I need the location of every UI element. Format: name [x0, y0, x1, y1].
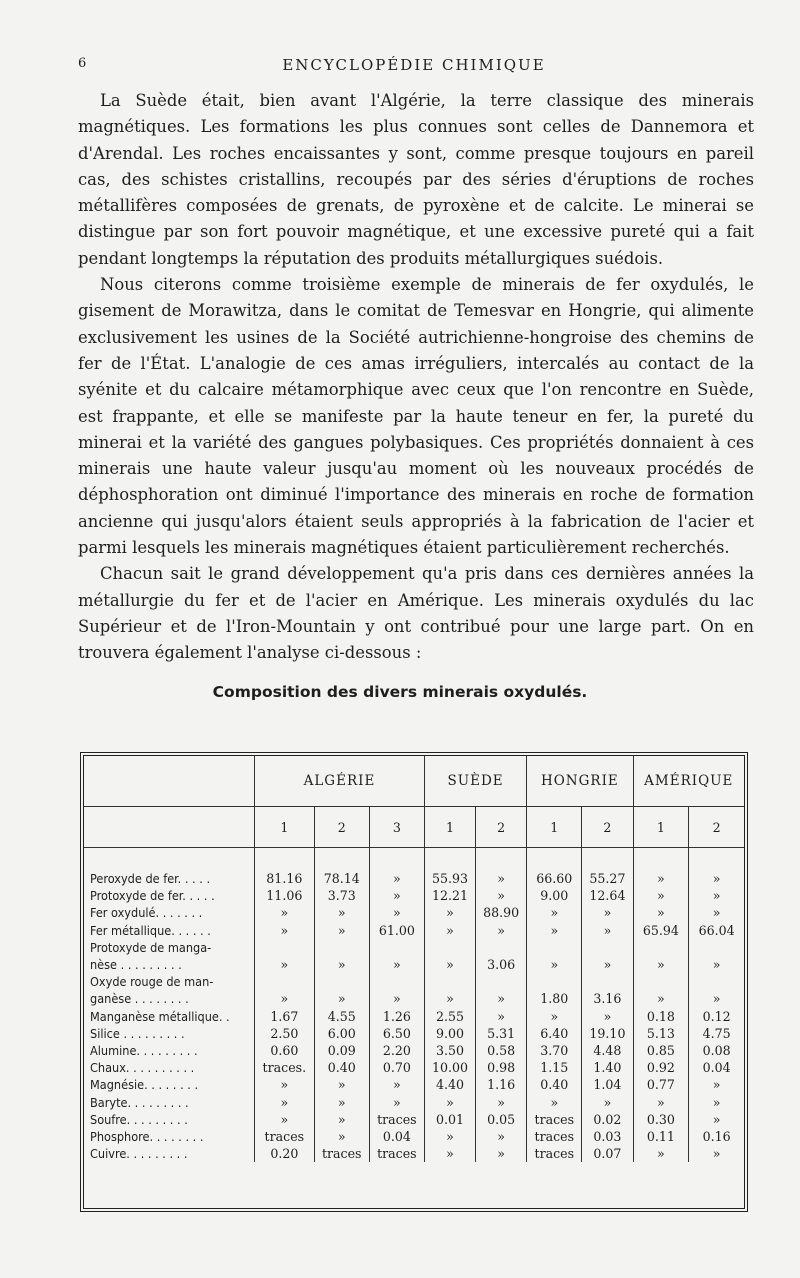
- table-cell: 2.55: [424, 1008, 475, 1025]
- table-cell: »: [527, 922, 582, 939]
- table-cell: 3.70: [527, 1042, 582, 1059]
- table-cell: 0.30: [633, 1111, 689, 1128]
- table-cell: »: [712, 991, 721, 1007]
- table-cell: 0.40: [314, 1059, 369, 1076]
- table-cell: 0.09: [314, 1042, 369, 1059]
- row-label: Oxyde rouge de man-: [84, 973, 255, 990]
- table-cell: [689, 973, 744, 990]
- table-cell: 19.10: [582, 1025, 633, 1042]
- table-cell: 0.07: [582, 1145, 633, 1162]
- row-label: Manganèse métallique. .: [84, 1008, 255, 1025]
- table-cell: »: [424, 1094, 475, 1111]
- table-cell: »: [582, 956, 633, 973]
- table-cell: 0.85: [633, 1042, 689, 1059]
- table-cell: 61.00: [369, 922, 424, 939]
- row-label: Protoxyde de manga-: [84, 939, 255, 956]
- table-cell: [582, 939, 633, 956]
- table-cell: 4.40: [424, 1076, 475, 1093]
- table-row: [84, 922, 744, 939]
- table-cell: 3.73: [314, 887, 369, 904]
- table-corner: [84, 807, 255, 848]
- table-cell: »: [712, 1077, 721, 1093]
- table-cell: »: [633, 870, 689, 887]
- table-cell: »: [712, 905, 721, 921]
- row-label: Soufre. . . . . . . . .: [84, 1111, 255, 1128]
- table-cell: »: [476, 887, 527, 904]
- table-cell: »: [255, 1094, 315, 1111]
- row-label: Chaux. . . . . . . . . .: [84, 1059, 255, 1076]
- table-cell: [527, 973, 582, 990]
- table-cell: 0.04: [369, 1128, 424, 1145]
- row-label: Cuivre. . . . . . . . .: [84, 1145, 255, 1162]
- group-header: AMÉRIQUE: [633, 756, 744, 807]
- table-cell: »: [255, 1076, 315, 1093]
- table-cell: traces: [527, 1128, 582, 1145]
- table-cell: »: [633, 1145, 689, 1162]
- table-cell: traces: [369, 1111, 424, 1128]
- body-text: [78, 88, 754, 667]
- table-cell: 88.90: [476, 904, 527, 921]
- table-cell: [255, 973, 315, 990]
- subcolumn-header: 1: [424, 807, 475, 848]
- table-cell: 4.75: [702, 1025, 731, 1041]
- table-cell: 0.20: [255, 1145, 315, 1162]
- table-cell: »: [633, 1094, 689, 1111]
- table-cell: »: [369, 1094, 424, 1111]
- table-cell: [424, 939, 475, 956]
- table-cell: »: [476, 1094, 527, 1111]
- table-cell: »: [369, 1076, 424, 1093]
- table-cell: [369, 973, 424, 990]
- table-cell: 10.00: [424, 1059, 475, 1076]
- table-cell: »: [712, 957, 721, 973]
- table-cell: »: [255, 904, 315, 921]
- row-label: Fer métallique. . . . . .: [84, 922, 255, 939]
- row-label: nèse . . . . . . . . .: [84, 956, 255, 973]
- table-cell: [476, 939, 527, 956]
- table-cell: traces.: [255, 1059, 315, 1076]
- table-cell: 0.12: [702, 1008, 731, 1024]
- running-title: ENCYCLOPÉDIE CHIMIQUE: [282, 56, 546, 74]
- table-cell: »: [314, 1094, 369, 1111]
- table-row: [84, 870, 744, 887]
- table-cell: »: [314, 1076, 369, 1093]
- row-label: Magnésie. . . . . . . .: [84, 1076, 255, 1093]
- table-cell: 12.64: [582, 887, 633, 904]
- table-row: [84, 973, 744, 990]
- row-label: Silice . . . . . . . . .: [84, 1025, 255, 1042]
- table-cell: 12.21: [424, 887, 475, 904]
- table-cell: »: [369, 870, 424, 887]
- table-cell: »: [712, 888, 721, 904]
- table-cell: 0.58: [476, 1042, 527, 1059]
- row-label: Alumine. . . . . . . . .: [84, 1042, 255, 1059]
- row-label: Protoxyde de fer. . . . .: [84, 887, 255, 904]
- table-cell: 1.67: [255, 1008, 315, 1025]
- table-cell: »: [712, 1111, 721, 1127]
- subcolumn-header: 2: [314, 807, 369, 848]
- table-cell: 66.04: [698, 922, 735, 938]
- row-label: Phosphore. . . . . . . .: [84, 1128, 255, 1145]
- table-cell: »: [424, 956, 475, 973]
- table-cell: 0.40: [527, 1076, 582, 1093]
- table-cell: »: [476, 1008, 527, 1025]
- table-cell: [314, 973, 369, 990]
- table-cell: »: [582, 1008, 633, 1025]
- table-cell: 0.18: [633, 1008, 689, 1025]
- paragraph: Nous citerons comme troisième exemple de minerais de fer oxydulés, le gisement de Morawitza, dans le comitat de Temesvar en Hongrie, qui alimente exclusivement les usines de la Société autrichienne-hongroise des chemins de fer de l'État. L'analogie de ces amas irréguliers, intercalés au contact de la syénite et du calcaire métamorphique avec ceux que l'on rencontre en Suède, est frappante, et elle se manifeste par la haute teneur en fer, la pureté du minerai et la variété des gangues polybasiques. Ces propriétés donnaient à ces minerais une haute valeur jusqu'au moment où les nouveaux procédés de déphosphoration ont diminué l'importance des minerais en roche de formation ancienne qui jusqu'alors étaient seuls appropriés à la fabrication de l'acier et parmi lesquels les minerais magnétiques étaient particulièrement recherchés.: [78, 275, 754, 558]
- table-cell: 0.05: [476, 1111, 527, 1128]
- table-cell: 9.00: [424, 1025, 475, 1042]
- row-label: Fer oxydulé. . . . . . .: [84, 904, 255, 921]
- table-cell: 1.80: [527, 990, 582, 1007]
- table-cell: [476, 973, 527, 990]
- table-cell: 81.16: [255, 870, 315, 887]
- table-cell: 11.06: [255, 887, 315, 904]
- table-cell: »: [314, 904, 369, 921]
- table-row: [84, 1111, 744, 1128]
- table-cell: »: [712, 1146, 721, 1162]
- table-cell: 0.02: [582, 1111, 633, 1128]
- table-cell: 1.40: [582, 1059, 633, 1076]
- table-cell: »: [255, 1111, 315, 1128]
- table-cell: 0.77: [633, 1076, 689, 1093]
- row-label: Peroxyde de fer. . . . .: [84, 870, 255, 887]
- table-cell: 2.50: [255, 1025, 315, 1042]
- table-cell: traces: [527, 1145, 582, 1162]
- group-header: HONGRIE: [527, 756, 633, 807]
- table-cell: »: [369, 887, 424, 904]
- subcolumn-header: 1: [633, 807, 689, 848]
- table-cell: 9.00: [527, 887, 582, 904]
- composition-table: [80, 752, 748, 1212]
- table-cell: traces: [527, 1111, 582, 1128]
- table-cell: [689, 939, 744, 956]
- table-cell: »: [424, 990, 475, 1007]
- table-cell: »: [527, 1008, 582, 1025]
- table-row: [84, 990, 744, 1007]
- table-cell: »: [255, 922, 315, 939]
- table-cell: traces: [314, 1145, 369, 1162]
- table-cell: 1.04: [582, 1076, 633, 1093]
- table-cell: 0.03: [582, 1128, 633, 1145]
- table-cell: »: [527, 1094, 582, 1111]
- row-label: Baryte. . . . . . . . .: [84, 1094, 255, 1111]
- table-cell: »: [476, 870, 527, 887]
- table-row: [84, 887, 744, 904]
- row-label: ganèse . . . . . . . .: [84, 990, 255, 1007]
- table-cell: »: [314, 956, 369, 973]
- table-cell: 1.26: [369, 1008, 424, 1025]
- table-cell: »: [424, 1145, 475, 1162]
- table-cell: »: [633, 990, 689, 1007]
- group-header: ALGÉRIE: [255, 756, 425, 807]
- paragraph: La Suède était, bien avant l'Algérie, la terre classique des minerais magnétiques. Les formations les plus connues sont celles de Dannemora et d'Arendal. Les roches encaissantes y sont, comme presque toujours en pareil cas, des schistes cristallins, recoupés par des séries d'éruptions de roches métallifères composées de grenats, de pyroxène et de calcite. Le minerai se distingue par son fort pouvoir magnétique, et une excessive pureté qui a fait pendant longtemps la réputation des produits métallurgiques suédois.: [78, 91, 754, 268]
- table-cell: »: [476, 990, 527, 1007]
- table-cell: 0.98: [476, 1059, 527, 1076]
- table-cell: »: [424, 922, 475, 939]
- paragraph: Chacun sait le grand développement qu'a pris dans ces dernières années la métallurgie du fer et de l'acier en Amérique. Les minerais oxydulés du lac Supérieur et de l'Iron-Mountain y ont contribué pour une large part. On en trouvera également l'analyse ci-dessous :: [78, 564, 754, 663]
- table-cell: »: [369, 990, 424, 1007]
- table-cell: »: [314, 1128, 369, 1145]
- table-row: [84, 1094, 744, 1111]
- table-cell: 6.50: [369, 1025, 424, 1042]
- table-cell: 0.01: [424, 1111, 475, 1128]
- table-cell: 0.16: [702, 1129, 731, 1145]
- table-corner: [84, 756, 255, 807]
- table-cell: »: [527, 904, 582, 921]
- table-cell: 4.55: [314, 1008, 369, 1025]
- table-cell: [633, 939, 689, 956]
- table-row: [84, 1128, 744, 1145]
- table-cell: 78.14: [314, 870, 369, 887]
- subcolumn-header: 1: [255, 807, 315, 848]
- table-cell: »: [712, 871, 721, 886]
- table-cell: »: [314, 922, 369, 939]
- table-cell: [424, 973, 475, 990]
- table-row: [84, 904, 744, 921]
- table-cell: [527, 939, 582, 956]
- table-row: [84, 1042, 744, 1059]
- table-cell: [314, 939, 369, 956]
- table-cell: [369, 939, 424, 956]
- group-header: SUÈDE: [424, 756, 526, 807]
- subcolumn-header: 1: [527, 807, 582, 848]
- table-cell: [255, 939, 315, 956]
- table-cell: »: [633, 904, 689, 921]
- table-cell: 2.20: [369, 1042, 424, 1059]
- table-cell: »: [633, 956, 689, 973]
- table-cell: »: [527, 956, 582, 973]
- table-cell: »: [582, 1094, 633, 1111]
- table-row: [84, 939, 744, 956]
- table-cell: traces: [369, 1145, 424, 1162]
- table-cell: »: [476, 1145, 527, 1162]
- subcolumn-header: 2: [689, 807, 744, 848]
- table-cell: »: [476, 922, 527, 939]
- table-cell: »: [582, 922, 633, 939]
- table-row: [84, 1025, 744, 1042]
- table-cell: »: [582, 904, 633, 921]
- table-cell: 55.93: [424, 870, 475, 887]
- table-cell: 55.27: [582, 870, 633, 887]
- subcolumn-header: 2: [476, 807, 527, 848]
- table-row: [84, 1059, 744, 1076]
- table-cell: 66.60: [527, 870, 582, 887]
- table-cell: 0.04: [702, 1060, 731, 1076]
- table-cell: »: [255, 956, 315, 973]
- table-cell: 3.16: [582, 990, 633, 1007]
- table-cell: 0.92: [633, 1059, 689, 1076]
- table-cell: 6.00: [314, 1025, 369, 1042]
- subcolumn-header: 2: [582, 807, 633, 848]
- table-row: [84, 1076, 744, 1093]
- table-cell: 3.06: [476, 956, 527, 973]
- table-cell: 0.70: [369, 1059, 424, 1076]
- table-cell: »: [369, 956, 424, 973]
- page-number: 6: [78, 56, 89, 71]
- table-cell: »: [424, 1128, 475, 1145]
- table-cell: »: [712, 1094, 721, 1110]
- table-cell: 5.31: [476, 1025, 527, 1042]
- table-title: Composition des divers minerais oxydulés.: [212, 683, 588, 701]
- table-row: [84, 956, 744, 973]
- table-row: [84, 1008, 744, 1025]
- table-cell: »: [314, 990, 369, 1007]
- table-cell: 1.15: [527, 1059, 582, 1076]
- table-cell: »: [369, 904, 424, 921]
- table-cell: »: [633, 887, 689, 904]
- table-row: [84, 1145, 744, 1162]
- table-cell: 0.60: [255, 1042, 315, 1059]
- page-header: [78, 56, 750, 78]
- table-cell: 5.13: [633, 1025, 689, 1042]
- table-cell: 3.50: [424, 1042, 475, 1059]
- table-cell: »: [314, 1111, 369, 1128]
- table-cell: 0.08: [702, 1043, 731, 1059]
- table-cell: [582, 973, 633, 990]
- table-cell: »: [255, 990, 315, 1007]
- table-cell: »: [476, 1128, 527, 1145]
- table-cell: 6.40: [527, 1025, 582, 1042]
- subcolumn-header: 3: [369, 807, 424, 848]
- table-cell: 65.94: [633, 922, 689, 939]
- table-cell: »: [424, 904, 475, 921]
- table-cell: traces: [255, 1128, 315, 1145]
- table-cell: 0.11: [633, 1128, 689, 1145]
- table-cell: 1.16: [476, 1076, 527, 1093]
- table-cell: 4.48: [582, 1042, 633, 1059]
- table-cell: [633, 973, 689, 990]
